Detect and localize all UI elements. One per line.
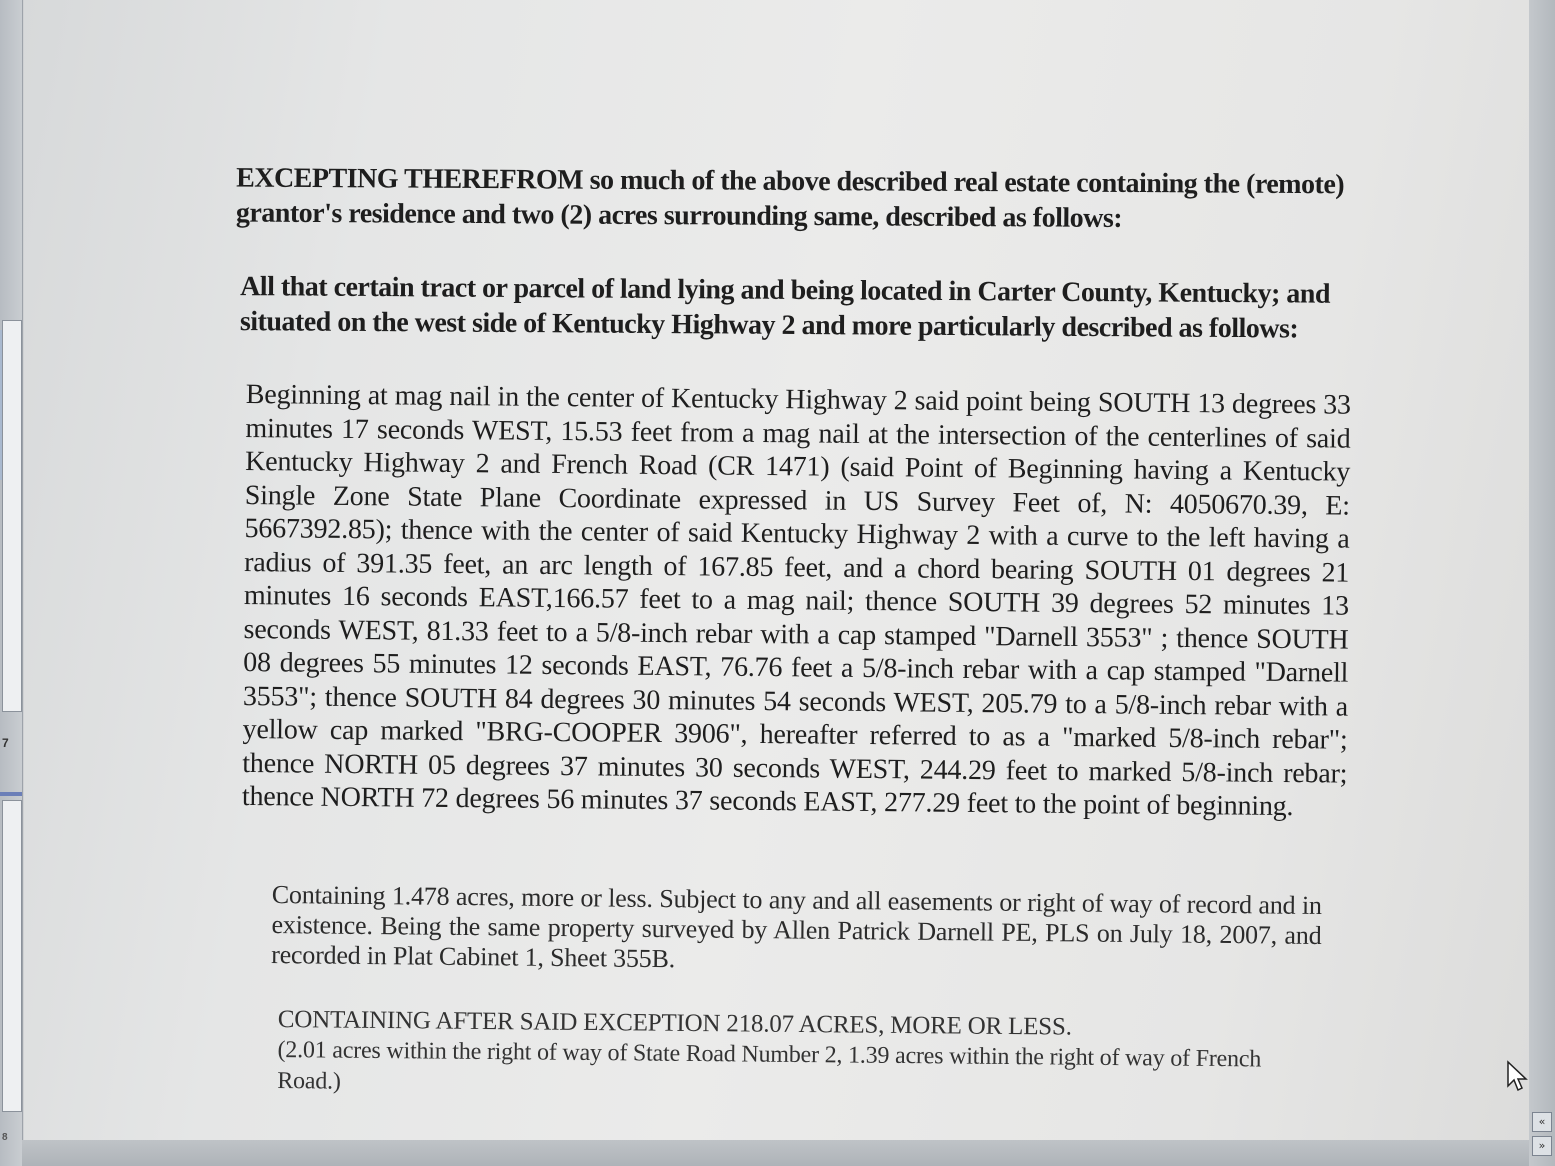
tract-description-paragraph: All that certain tract or parcel of land lying and being located in Carter County, Kentucky; and situated on the west side of Kentucky Highway 2 and more particularly described as follows: bbox=[239, 271, 1331, 345]
excepting-paragraph: EXCEPTING THEREFROM so much of the above described real estate containing the (remote) grantor's residence and two (2) acres surrounding same, described as follows: bbox=[235, 162, 1345, 234]
scroll-down-icon[interactable]: » bbox=[1532, 1136, 1552, 1156]
page-thumbnail-panel bbox=[0, 0, 23, 1166]
metes-and-bounds-paragraph: Beginning at mag nail in the center of Kentucky Highway 2 said point being SOUTH 13 degrees 33 minutes 17 seconds WEST, 15.53 feet from a mag nail at the intersection of the centerlines of said Kentucky Highway 2 and French Road (CR 1471) (said Point of Beginning having a Kentucky Single Zone State Plane Coordinate expressed in US Survey Feet of, N: 4050670.39, E: 5667392.85); thence with the center of said Kentucky Highway 2 with a curve to the left having a radius of 391.35 feet, an arc length of 167.85 feet, and a chord bearing SOUTH 01 degrees 21 minutes 16 seconds EAST,166.57 feet to a mag nail; thence SOUTH 39 degrees 52 minutes 13 seconds WEST, 81.33 feet to a 5/8-inch rebar with a cap stamped "Darnell 3553" ; thence SOUTH 08 degrees 55 minutes 12 seconds EAST, 76.76 feet a 5/8-inch rebar with a cap stamped "Darnell 3553"; thence SOUTH 84 degrees 30 minutes 54 seconds WEST, 205.79 to a 5/8-inch rebar with a yellow cap marked "BRG-COOPER 3906", hereafter referred to as a "marked 5/8-inch rebar"; thence NORTH 05 degrees 37 minutes 30 seconds WEST, 244.29 feet to marked 5/8-inch rebar; thence NORTH 72 degrees 56 minutes 37 seconds EAST, 277.29 feet to the point of beginning. bbox=[241, 378, 1351, 823]
after-exception-heading: CONTAINING AFTER SAID EXCEPTION 218.07 ACRES, MORE OR LESS. bbox=[277, 1005, 1072, 1041]
mouse-pointer-icon bbox=[1506, 1060, 1528, 1094]
containing-paragraph: Containing 1.478 acres, more or less. Subject to any and all easements or right of way of record and in existence. Being the same property surveyed by Allen Patrick Darnell PE, PLS on July 18, 2007, and recorded in Plat Cabinet 1, Sheet 355B. bbox=[271, 880, 1322, 974]
after-exception-note: (2.01 acres within the right of way of State Road Number 2, 1.39 acres within the right of way of French Road.) bbox=[277, 1036, 1262, 1095]
status-bar bbox=[22, 1140, 1529, 1166]
scroll-up-icon[interactable]: « bbox=[1532, 1112, 1552, 1132]
page-break-marker bbox=[0, 792, 22, 796]
vertical-scrollbar[interactable] bbox=[1529, 0, 1555, 1166]
page-thumbnail-7[interactable] bbox=[2, 320, 22, 712]
page-thumbnail-8[interactable] bbox=[2, 800, 22, 1112]
page-number-label: 7 bbox=[2, 736, 9, 750]
page-number-label: 8 bbox=[2, 1132, 8, 1143]
after-exception-paragraph bbox=[277, 1004, 1328, 1107]
